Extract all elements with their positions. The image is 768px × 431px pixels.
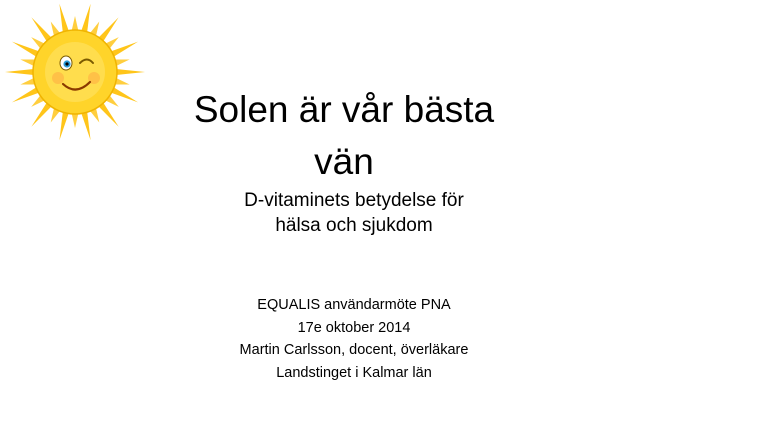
slide-title — [176, 84, 512, 188]
organization: Landstinget i Kalmar län — [276, 364, 432, 381]
subtitle-line: D-vitaminets betydelse för — [244, 190, 464, 211]
event-date: 17e oktober 2014 — [297, 319, 411, 336]
presenter: Martin Carlsson, docent, överläkare — [239, 342, 469, 358]
sun-cheek-left — [52, 72, 64, 84]
sun-pupil-center — [65, 62, 68, 65]
winking-sun-icon — [0, 2, 150, 142]
subtitle-line: hälsa och sjukdom — [275, 215, 433, 236]
sun-face-highlight — [45, 42, 105, 102]
title-line: vän — [314, 141, 374, 182]
presentation-info — [196, 294, 512, 384]
title-line: Solen är vår bästa — [193, 89, 495, 130]
event-name: EQUALIS användarmöte PNA — [257, 297, 451, 313]
slide-subtitle — [196, 188, 512, 238]
